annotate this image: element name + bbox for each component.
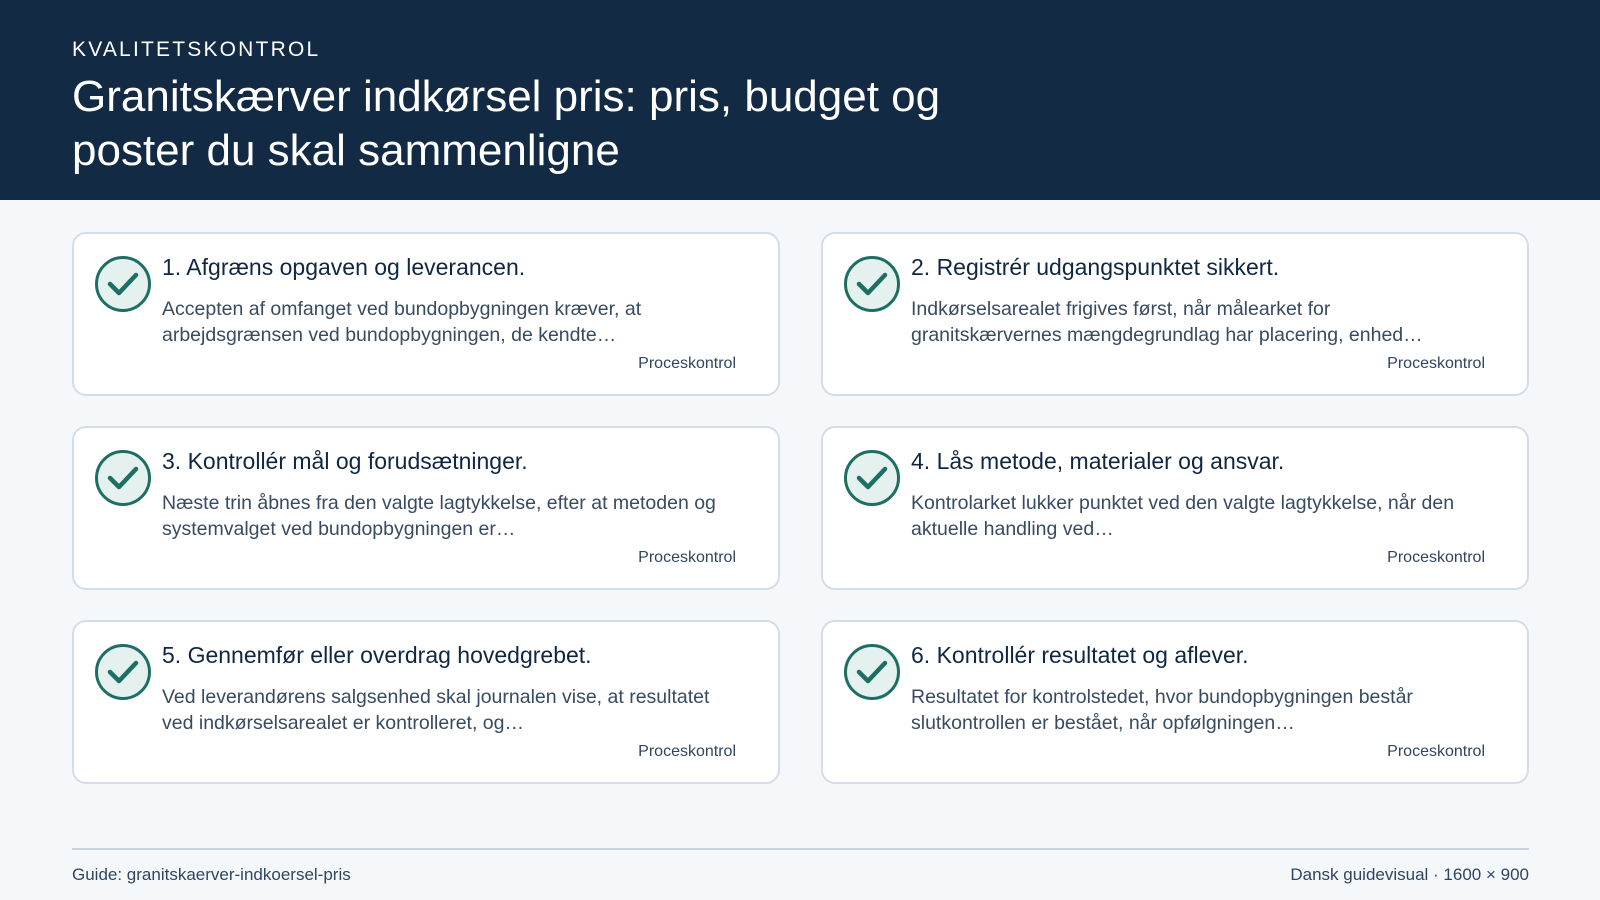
- card-description: Resultatet for kontrolstedet, hvor bundopbygningen består slutkontrollen er bestået, når opfølgningen…: [911, 686, 1413, 734]
- page-title: Granitskærver indkørsel pris: pris, budget og poster du skal sammenligne: [72, 72, 941, 175]
- footer-divider: [72, 848, 1529, 850]
- card-tag: Proceskontrol: [638, 743, 736, 760]
- card-tag: Proceskontrol: [1387, 549, 1485, 566]
- eyebrow-label: KVALITETSKONTROL: [72, 38, 321, 61]
- check-circle-icon: [843, 449, 901, 507]
- check-circle-icon: [94, 643, 152, 701]
- check-circle-icon: [843, 255, 901, 313]
- checklist-card: [821, 620, 1529, 784]
- card-tag: Proceskontrol: [638, 549, 736, 566]
- checklist-card: [821, 232, 1529, 396]
- card-description: Ved leverandørens salgsenhed skal journalen vise, at resultatet ved indkørselsarealet er kontrolleret, og…: [162, 686, 710, 734]
- card-tag: Proceskontrol: [1387, 743, 1485, 760]
- checklist-card: [72, 232, 780, 396]
- checklist-card: [821, 426, 1529, 590]
- card-title: 5. Gennemfør eller overdrag hovedgrebet.: [162, 642, 592, 668]
- card-title: 2. Registrér udgangspunktet sikkert.: [911, 254, 1280, 280]
- card-title: 3. Kontrollér mål og forudsætninger.: [162, 448, 528, 474]
- card-description: Næste trin åbnes fra den valgte lagtykkelse, efter at metoden og systemvalget ved bundopbygningen er…: [162, 492, 716, 540]
- footer-guide-label: Guide: granitskaerver-indkoersel-pris: [72, 865, 351, 884]
- card-tag: Proceskontrol: [638, 355, 736, 372]
- check-circle-icon: [843, 643, 901, 701]
- card-description: Indkørselsarealet frigives først, når målearket for granitskærvernes mængdegrundlag har placering, enhed…: [911, 298, 1423, 346]
- card-title: 1. Afgræns opgaven og leverancen.: [162, 254, 526, 280]
- card-description: Accepten af omfanget ved bundopbygningen kræver, at arbejdsgrænsen ved bundopbygningen, de kendte…: [162, 298, 642, 346]
- checklist-card: [72, 620, 780, 784]
- card-title: 6. Kontrollér resultatet og aflever.: [911, 642, 1249, 668]
- header-banner: [0, 0, 1600, 200]
- checklist-card: [72, 426, 780, 590]
- card-description: Kontrolarket lukker punktet ved den valgte lagtykkelse, når den aktuelle handling ved…: [911, 492, 1455, 540]
- card-title: 4. Lås metode, materialer og ansvar.: [911, 448, 1285, 474]
- footer-meta-label: Dansk guidevisual · 1600 × 900: [1290, 865, 1529, 884]
- checklist-grid: [72, 232, 1529, 784]
- check-circle-icon: [94, 449, 152, 507]
- card-tag: Proceskontrol: [1387, 355, 1485, 372]
- check-circle-icon: [94, 255, 152, 313]
